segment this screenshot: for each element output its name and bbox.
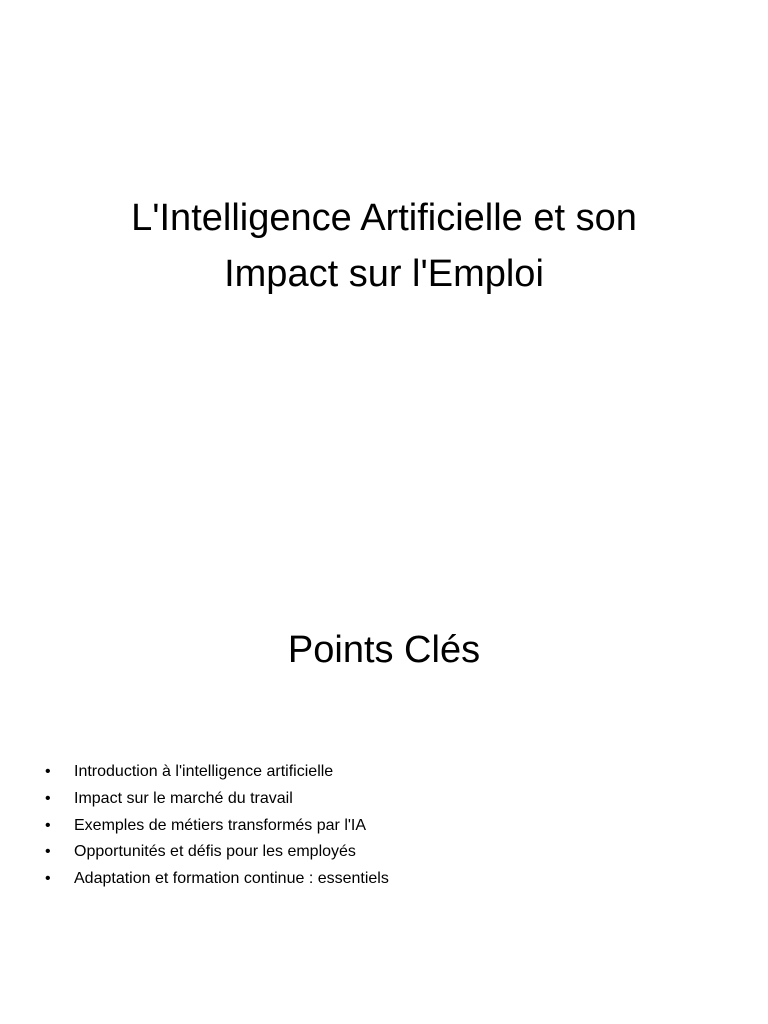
list-item-text: Impact sur le marché du travail bbox=[74, 789, 293, 807]
list-item bbox=[40, 813, 720, 840]
bullet-icon: • bbox=[45, 870, 51, 888]
list-item bbox=[40, 866, 720, 893]
list-item bbox=[40, 759, 720, 786]
key-points-slide bbox=[0, 512, 768, 1024]
bullet-icon: • bbox=[45, 816, 51, 834]
list-item-text: Opportunités et défis pour les employés bbox=[74, 843, 356, 861]
key-points-heading: Points Clés bbox=[287, 629, 481, 671]
bullet-icon: • bbox=[45, 843, 51, 861]
slide-title-line-2: Impact sur l'Emploi bbox=[224, 253, 544, 295]
bullet-icon: • bbox=[45, 789, 51, 807]
key-points-list bbox=[40, 759, 720, 893]
bullet-icon: • bbox=[45, 763, 51, 780]
list-item-text: Exemples de métiers transformés par l'IA bbox=[74, 816, 367, 834]
list-item bbox=[40, 839, 720, 866]
list-item-text: Adaptation et formation continue : essentiels bbox=[74, 870, 389, 888]
list-item bbox=[40, 786, 720, 813]
slide-title bbox=[60, 190, 708, 302]
list-item-text: Introduction à l'intelligence artificielle bbox=[74, 763, 334, 780]
slide-title-line-1: L'Intelligence Artificielle et son bbox=[131, 197, 637, 239]
